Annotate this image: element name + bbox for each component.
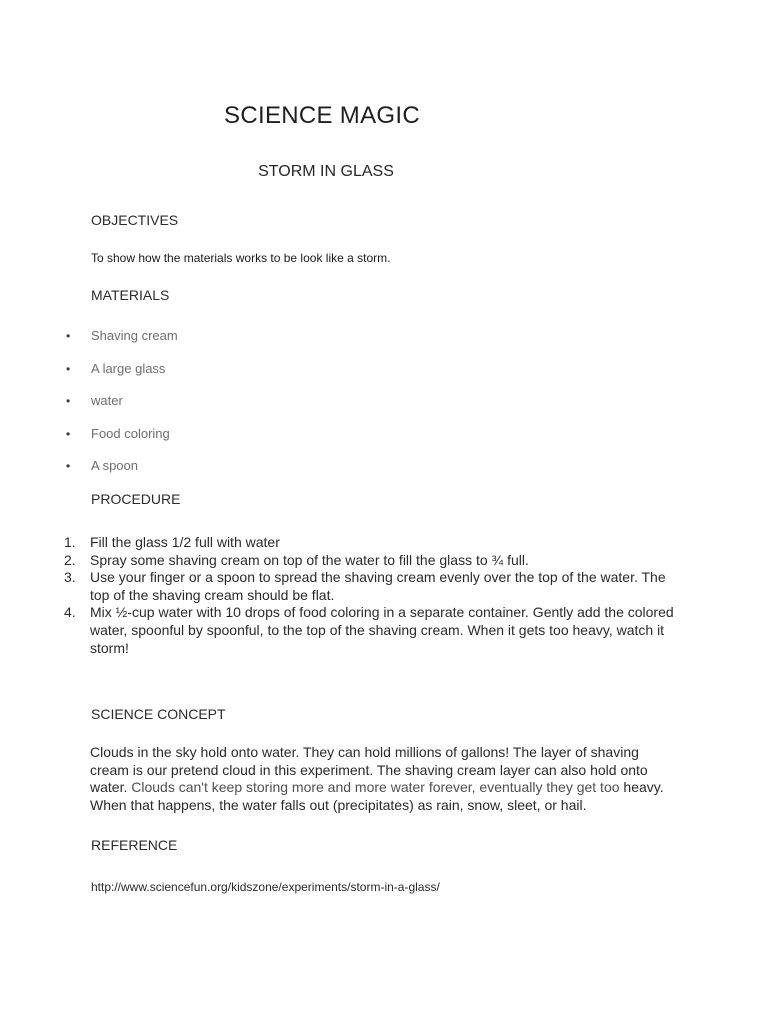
bullet-icon: • [66,459,71,473]
list-item [64,534,684,552]
material-label: Food coloring [91,425,170,441]
reference-url: http://www.sciencefun.org/kidszone/experiments/storm-in-a-glass/ [91,880,440,894]
step-number: 2. [64,551,76,568]
document-title: SCIENCE MAGIC [224,102,420,129]
objectives-heading: OBJECTIVES [91,212,179,228]
step-number: 3. [64,569,76,586]
list-item [66,327,178,360]
step-text: Use your finger or a spoon to spread the shaving cream evenly over the top of the water. The top of the shaving cream should be flat. [90,569,666,603]
materials-list [66,327,178,490]
procedure-heading: PROCEDURE [91,491,181,507]
list-item [64,569,684,604]
concept-text-part: heavy. When that happens, the water falls out (precipitates) as rain, snow, sleet, or hail. [90,779,664,813]
list-item [64,604,684,657]
concept-text-part: Clouds in the sky hold onto water. They can hold millions of gallons! The layer of shaving cream is our pretend cloud in this experiment. The shaving cream layer can also hold onto water. [90,744,648,796]
step-number: 4. [64,604,76,621]
materials-heading: MATERIALS [91,287,170,303]
list-item [66,425,178,458]
step-text: Mix ½-cup water with 10 drops of food coloring in a separate container. Gently add the colored water, spoonful by spoonful, to the top of the shaving cream. When it gets too heavy, watch it storm! [90,604,674,656]
material-label: A spoon [91,458,138,473]
bullet-icon: • [66,361,71,376]
list-item [66,392,178,425]
step-text: Spray some shaving cream on top of the water to fill the glass to ¾ full. [90,551,529,568]
list-item [66,457,178,490]
bullet-icon: • [66,426,71,441]
bullet-icon: • [66,394,71,408]
document-subtitle: STORM IN GLASS [258,163,394,180]
objectives-text: To show how the materials works to be look like a storm. [91,251,391,265]
step-text: Fill the glass 1/2 full with water [90,534,280,550]
list-item [66,360,178,393]
step-number: 1. [64,534,76,550]
bullet-icon: • [66,329,71,343]
material-label: Shaving cream [91,328,178,343]
science-concept-text [90,744,680,814]
reference-heading: REFERENCE [91,837,178,853]
procedure-steps [64,534,684,657]
concept-text-part: Clouds can't keep storing more and more water forever, eventually they get too [127,779,620,796]
list-item [64,552,684,570]
material-label: water [91,393,123,408]
science-concept-heading: SCIENCE CONCEPT [91,706,226,722]
material-label: A large glass [91,360,166,376]
